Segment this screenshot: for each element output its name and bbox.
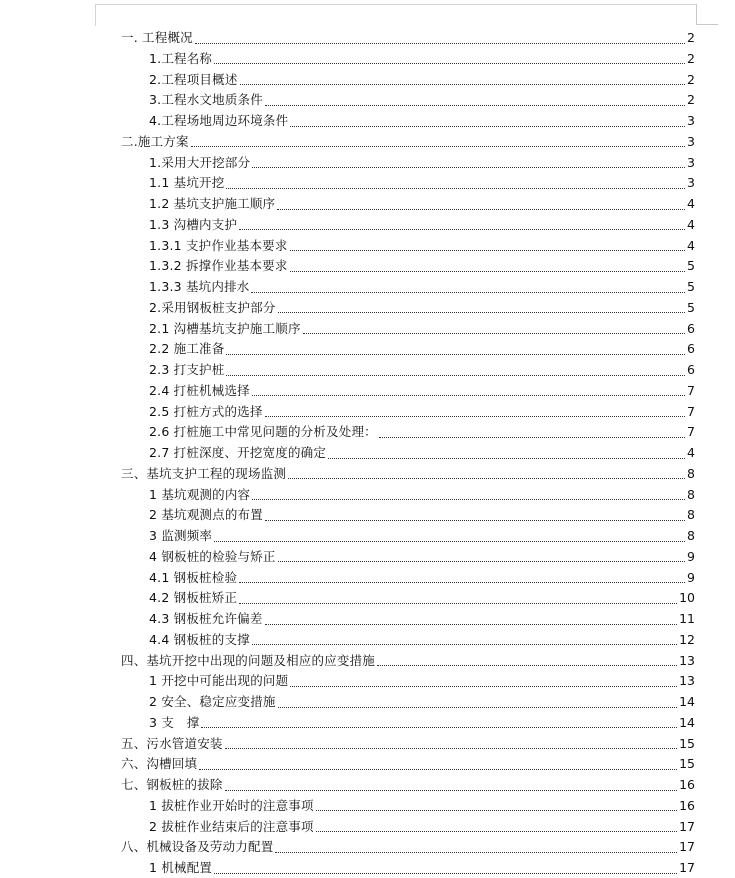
toc-page-number: 9 <box>687 569 695 585</box>
toc-page-number: 8 <box>687 507 695 523</box>
toc-heading-entry[interactable] <box>121 774 695 795</box>
toc-page-number: 7 <box>687 382 695 398</box>
toc-entry-title: 1 开挖中可能出现的问题 <box>149 673 289 689</box>
toc-subentry[interactable] <box>149 152 695 173</box>
toc-entry-title: 4.4 钢板桩的支撑 <box>149 631 250 647</box>
toc-dot-leader <box>379 436 685 438</box>
toc-entry-title: 1.2 基坑支护施工顺序 <box>149 196 276 211</box>
toc-entry-title: 五、污水管道安装 <box>121 735 223 751</box>
toc-dot-leader <box>265 415 685 417</box>
toc-page-number: 14 <box>679 694 695 709</box>
toc-page-number: 4 <box>687 445 695 460</box>
toc-entry-title: 2.7 打桩深度、开挖宽度的确定 <box>149 445 327 460</box>
toc-entry-title: 2.3 打支护桩 <box>149 362 225 377</box>
toc-page-number: 6 <box>687 341 695 357</box>
toc-dot-leader <box>265 519 685 521</box>
toc-dot-leader <box>275 851 677 853</box>
toc-entry-title: 六、沟槽回填 <box>121 756 198 772</box>
toc-entry-title: 4.3 钢板桩允许偏差 <box>149 611 263 626</box>
toc-page-number: 10 <box>679 590 695 606</box>
toc-entry-title: 2.6 打桩施工中常见问题的分析及处理： <box>149 424 377 440</box>
toc-subentry[interactable] <box>149 255 695 276</box>
toc-dot-leader <box>290 685 677 687</box>
toc-page-number: 8 <box>687 465 695 481</box>
toc-entry-title: 2.采用钢板桩支护部分 <box>149 299 276 315</box>
toc-dot-leader <box>251 291 685 293</box>
toc-subentry[interactable] <box>149 567 695 588</box>
toc-dot-leader <box>239 602 677 604</box>
toc-entry-title: 1 拔桩作业开始时的注意事项 <box>149 797 314 813</box>
toc-page-number: 2 <box>687 92 695 108</box>
toc-entry-title: 七、钢板桩的拔除 <box>121 777 223 792</box>
toc-page-number: 16 <box>679 777 695 792</box>
toc-dot-leader <box>225 789 677 791</box>
toc-entry-title: 三、基坑支护工程的现场监测 <box>121 465 287 481</box>
toc-subentry[interactable] <box>149 214 695 235</box>
toc-page-number: 5 <box>687 279 695 294</box>
toc-entry-title: 4.工程场地周边环境条件 <box>149 113 289 128</box>
toc-entry-title: 4.1 钢板桩检验 <box>149 569 238 585</box>
toc-dot-leader <box>290 249 685 251</box>
toc-subentry[interactable] <box>149 608 695 629</box>
toc-subentry[interactable] <box>149 69 695 90</box>
toc-entry-title: 一. 工程概况 <box>121 30 193 45</box>
toc-page-number: 12 <box>679 631 695 647</box>
toc-page-number: 3 <box>687 175 695 191</box>
toc-entry-title: 2 安全、稳定应变措施 <box>149 694 276 709</box>
page-edge-left <box>95 4 96 26</box>
toc-entry-title: 1.采用大开挖部分 <box>149 154 251 170</box>
toc-page-number: 14 <box>679 714 695 730</box>
toc-dot-leader <box>226 187 685 189</box>
toc-dot-leader <box>252 394 685 396</box>
toc-subentry[interactable] <box>149 525 695 546</box>
toc-entry-title: 2 基坑观测点的布置 <box>149 507 263 523</box>
toc-subentry[interactable] <box>149 484 695 505</box>
toc-page-number: 15 <box>679 756 695 772</box>
toc-page-number: 6 <box>687 320 695 336</box>
toc-entry-title: 3 支 撑 <box>149 714 200 730</box>
toc-page-number: 7 <box>687 403 695 419</box>
toc-page-number: 17 <box>679 839 695 855</box>
toc-entry-title: 2.5 打桩方式的选择 <box>149 403 263 419</box>
toc-subentry[interactable] <box>149 857 695 878</box>
toc-heading-entry[interactable] <box>121 836 695 857</box>
toc-entry-title: 2 拔桩作业结束后的注意事项 <box>149 818 314 834</box>
toc-subentry[interactable] <box>149 795 695 816</box>
toc-dot-leader <box>328 457 685 459</box>
toc-entry-title: 四、基坑开挖中出现的问题及相应的应变措施 <box>121 652 376 668</box>
toc-page-number: 11 <box>679 611 695 626</box>
toc-dot-leader <box>288 477 685 479</box>
toc-subentry[interactable] <box>149 318 695 339</box>
crop-mark-horizontal <box>696 24 718 25</box>
toc-subentry[interactable] <box>149 338 695 359</box>
toc-heading-entry[interactable] <box>121 463 695 484</box>
toc-page-number: 5 <box>687 299 695 315</box>
toc-subentry[interactable] <box>149 297 695 318</box>
toc-page-number: 15 <box>679 735 695 751</box>
toc-dot-leader <box>316 830 677 832</box>
toc-subentry[interactable] <box>149 442 695 463</box>
toc-entry-title: 八、机械设备及劳动力配置 <box>121 839 274 855</box>
toc-subentry[interactable] <box>149 504 695 525</box>
toc-entry-title: 3.工程水文地质条件 <box>149 92 263 108</box>
toc-page-number: 3 <box>687 113 695 128</box>
toc-dot-leader <box>252 498 685 500</box>
toc-entry-title: 1.3.2 拆撑作业基本要求 <box>149 258 288 274</box>
toc-dot-leader <box>278 560 685 562</box>
toc-subentry[interactable] <box>149 110 695 131</box>
page-edge-top <box>95 4 696 5</box>
toc-dot-leader <box>240 83 685 85</box>
toc-page-number: 16 <box>679 797 695 813</box>
toc-heading-entry[interactable] <box>121 753 695 774</box>
toc-page-number: 6 <box>687 362 695 377</box>
crop-mark-vertical <box>696 4 697 24</box>
toc-subentry[interactable] <box>149 401 695 422</box>
toc-entry-title: 1.3.1 支护作业基本要求 <box>149 237 288 253</box>
toc-dot-leader <box>316 809 677 811</box>
toc-entry-title: 1 机械配置 <box>149 860 213 875</box>
toc-subentry[interactable] <box>149 48 695 69</box>
toc-dot-leader <box>265 623 678 625</box>
toc-page-number: 4 <box>687 196 695 211</box>
toc-subentry[interactable] <box>149 235 695 256</box>
toc-dot-leader <box>225 747 677 749</box>
toc-subentry[interactable] <box>149 587 695 608</box>
toc-dot-leader <box>377 664 677 666</box>
toc-dot-leader <box>278 706 677 708</box>
toc-subentry[interactable] <box>149 359 695 380</box>
toc-page-number: 3 <box>687 133 695 149</box>
toc-subentry[interactable] <box>149 89 695 110</box>
toc-subentry[interactable] <box>149 816 695 837</box>
toc-page-number: 13 <box>679 673 695 689</box>
toc-entry-title: 3 监测频率 <box>149 528 213 543</box>
toc-subentry[interactable] <box>149 712 695 733</box>
toc-entry-title: 1.工程名称 <box>149 50 213 66</box>
toc-subentry[interactable] <box>149 546 695 567</box>
toc-dot-leader <box>226 374 685 376</box>
toc-dot-leader <box>303 332 685 334</box>
toc-page-number: 5 <box>687 258 695 274</box>
toc-heading-entry[interactable] <box>121 733 695 754</box>
toc-entry-title: 二.施工方案 <box>121 133 189 149</box>
toc-entry-title: 1 基坑观测的内容 <box>149 486 251 502</box>
toc-entry-title: 2.1 沟槽基坑支护施工顺序 <box>149 320 301 336</box>
toc-page-number: 7 <box>687 424 695 440</box>
toc-page-number: 8 <box>687 528 695 543</box>
toc-entry-title: 1.3 沟槽内支护 <box>149 216 238 232</box>
toc-page-number: 4 <box>687 216 695 232</box>
toc-dot-leader <box>278 311 685 313</box>
toc-page-number: 3 <box>687 154 695 170</box>
toc-heading-entry[interactable] <box>121 131 695 152</box>
toc-dot-leader <box>199 768 677 770</box>
toc-dot-leader <box>201 726 677 728</box>
toc-subentry[interactable] <box>149 629 695 650</box>
toc-subentry[interactable] <box>149 380 695 401</box>
toc-dot-leader <box>239 581 685 583</box>
toc-page-number: 13 <box>679 652 695 668</box>
toc-dot-leader <box>195 42 685 44</box>
toc-page-number: 2 <box>687 50 695 66</box>
toc-dot-leader <box>226 353 685 355</box>
toc-dot-leader <box>290 270 685 272</box>
toc-entry-title: 2.2 施工准备 <box>149 341 225 357</box>
toc-subentry[interactable] <box>149 276 695 297</box>
toc-subentry[interactable] <box>149 193 695 214</box>
toc-subentry[interactable] <box>149 172 695 193</box>
toc-page-number: 4 <box>687 237 695 253</box>
toc-dot-leader <box>265 104 685 106</box>
toc-entry-title: 2.4 打桩机械选择 <box>149 382 250 398</box>
toc-page-number: 17 <box>679 860 695 875</box>
toc-heading-entry[interactable] <box>121 27 695 48</box>
toc-dot-leader <box>214 540 685 542</box>
toc-entry-title: 1.3.3 基坑内排水 <box>149 279 250 294</box>
toc-page-number: 9 <box>687 548 695 564</box>
toc-dot-leader <box>214 62 685 64</box>
toc-dot-leader <box>214 872 677 874</box>
toc-dot-leader <box>239 228 685 230</box>
toc-page-number: 2 <box>687 71 695 87</box>
toc-subentry[interactable] <box>149 691 695 712</box>
toc-dot-leader <box>277 208 685 210</box>
toc-page-number: 17 <box>679 818 695 834</box>
toc-subentry[interactable] <box>149 670 695 691</box>
toc-dot-leader <box>191 145 685 147</box>
toc-entry-title: 2.工程项目概述 <box>149 71 238 87</box>
toc-dot-leader <box>290 125 685 127</box>
toc-dot-leader <box>252 643 677 645</box>
toc-page-number: 8 <box>687 486 695 502</box>
toc-entry-title: 1.1 基坑开挖 <box>149 175 225 191</box>
toc-entry-title: 4.2 钢板桩矫正 <box>149 590 238 606</box>
toc-heading-entry[interactable] <box>121 650 695 671</box>
toc-dot-leader <box>252 166 685 168</box>
toc-subentry[interactable] <box>149 421 695 442</box>
toc-entry-title: 4 钢板桩的检验与矫正 <box>149 548 276 564</box>
toc-page-number: 2 <box>687 30 695 45</box>
